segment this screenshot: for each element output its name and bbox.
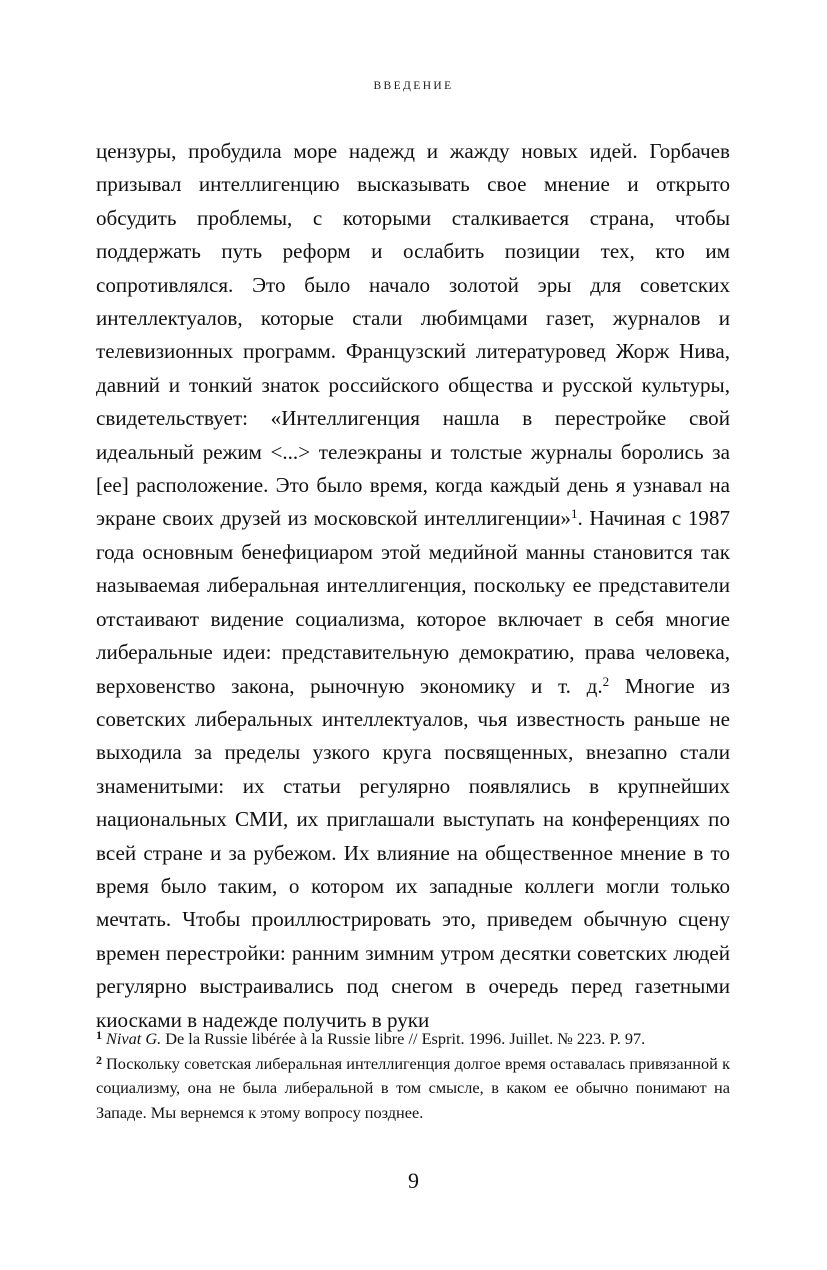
footnote-text: Поскольку советская либеральная интеллигенция долгое время оставалась привязанной к социализму, она не была либеральной в том смысле, в каком ее обычно понимают на Западе. Мы вернемся к этому вопросу позднее. [96,1054,730,1122]
paragraph-part-1: цензуры, пробудила море надежд и жажду новых идей. Горбачев призывал интеллигенцию высказывать свое мнение и открыто обсудить проблемы, с которыми сталкивается страна, чтобы поддержать путь реформ и ослабить позиции тех, кто им сопротивлялся. Это было начало золотой эры для советских интеллектуалов, которые стали любимцами газет, журналов и телевизионных программ. Французский литературовед Жорж Нива, давний и тонкий знаток российского общества и русской культуры, свидетельствует: «Интеллигенция нашла в перестройке свой идеальный режим <...> телеэкраны и толстые журналы боролись за [ее] расположение. Это было время, когда каждый день я узнавал на экране своих друзей из московской интеллигенции» [96,139,730,531]
body-text-block [96,135,730,1037]
footnotes-block [96,1027,730,1126]
footnote-reference-1[interactable]: 1 [570,506,578,522]
paragraph-part-2: . Начиная с 1987 года основным бенефициаром этой медийной манны становится так называемая либеральная интеллигенция, поскольку ее представители отстаивают видение социализма, которое включает в себя многие либеральные идеи: представительную демократию, права человека, верховенство закона, рыночную экономику и т. д. [96,506,731,698]
main-paragraph [96,135,730,1037]
footnote-item [96,1027,730,1051]
page-number: 9 [408,1168,419,1193]
paragraph-part-3: Многие из советских либеральных интеллектуалов, чья известность раньше не выходила за пределы узкого круга посвященных, внезапно стали знаменитыми: их статьи регулярно появлялись в крупнейших национальных СМИ, их приглашали выступать на конференциях по всей стране и за рубежом. Их влияние на общественное мнение в то время было таким, о котором их западные коллеги могли только мечтать. Чтобы проиллюстрировать это, приведем обычную сцену времен перестройки: ранним зимним утром десятки советских людей регулярно выстраивались под снегом в очередь перед газетными киосками в надежде получить в руки [96,673,730,1032]
footnote-marker: 1 [96,1027,102,1042]
footnote-item [96,1052,730,1125]
footnote-text: De la Russie libérée à la Russie libre // Esprit. 1996. Juillet. № 223. P. 97. [161,1029,646,1048]
running-head: ВВЕДЕНИЕ [373,80,454,92]
footnote-reference-2[interactable]: 2 [602,673,610,689]
footnote-marker: 2 [96,1052,102,1067]
footnote-author: Nivat G. [106,1029,162,1048]
